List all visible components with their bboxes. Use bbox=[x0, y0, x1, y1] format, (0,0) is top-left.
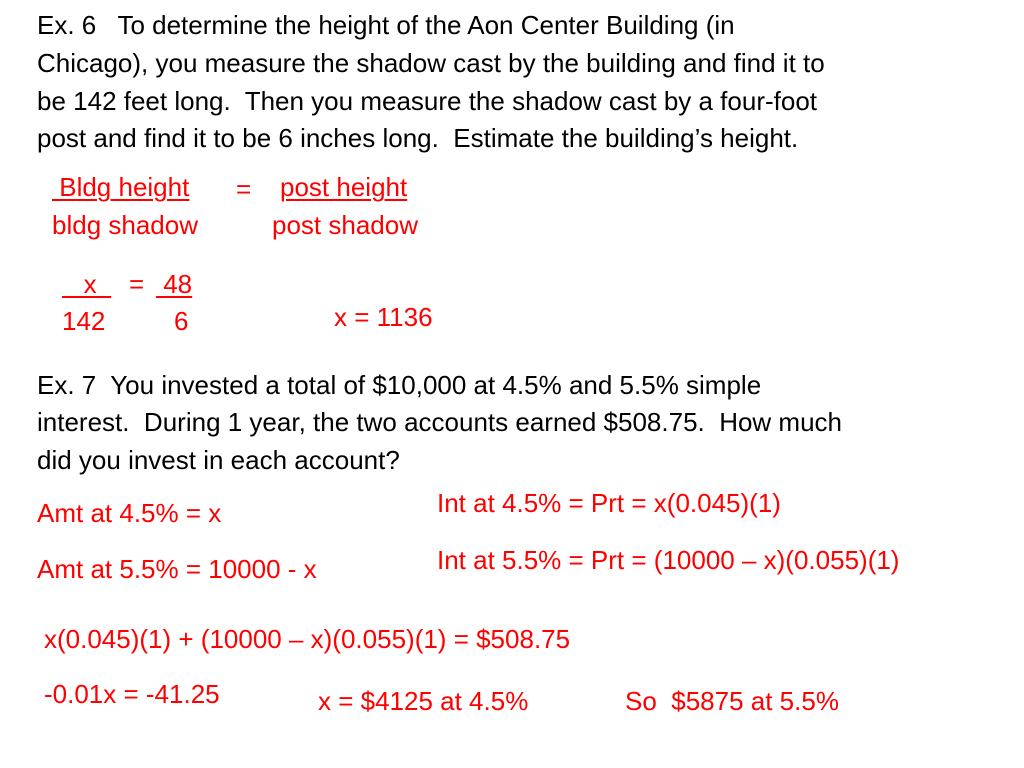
ex7-simplified: -0.01x = -41.25 bbox=[44, 679, 220, 709]
ex7-problem-line-2: interest. During 1 year, the two accounts earned $508.75. How much bbox=[37, 407, 843, 437]
ex7-problem-line-1: Ex. 7 You invested a total of $10,000 at 4.5% and 5.5% simple bbox=[37, 370, 762, 400]
ex7-amount-45: Amt at 4.5% = x bbox=[37, 498, 222, 528]
ex6-problem-line-4: post and find it to be 6 inches long. Estimate the building’s height. bbox=[37, 123, 799, 153]
ex6-proportion-left-numerator: Bldg height bbox=[52, 172, 190, 202]
ex6-substitution-left-numerator: x bbox=[62, 269, 112, 299]
ex6-problem-line-2: Chicago), you measure the shadow cast by the building and find it to bbox=[37, 48, 825, 78]
ex6-proportion-right-denominator: post shadow bbox=[272, 210, 418, 240]
ex6-substitution-equals: = bbox=[129, 269, 145, 299]
ex7-amount-55: Amt at 5.5% = 10000 - x bbox=[37, 554, 317, 584]
ex7-equation: x(0.045)(1) + (10000 – x)(0.055)(1) = $508.75 bbox=[44, 624, 571, 654]
ex6-substitution-left-denominator: 142 bbox=[62, 306, 106, 336]
ex6-proportion-right-numerator: post height bbox=[280, 172, 408, 202]
ex7-interest-45: Int at 4.5% = Prt = x(0.045)(1) bbox=[437, 488, 781, 518]
ex7-conclusion: So $5875 at 5.5% bbox=[625, 686, 839, 716]
ex6-proportion-left-denominator: bldg shadow bbox=[52, 210, 198, 240]
ex6-answer: x = 1136 bbox=[334, 302, 433, 332]
ex6-substitution-right-numerator: 48 bbox=[156, 269, 193, 299]
ex6-problem-line-3: be 142 feet long. Then you measure the shadow cast by a four-foot bbox=[37, 86, 818, 116]
ex6-proportion-equals: = bbox=[236, 174, 252, 204]
ex7-interest-55: Int at 5.5% = Prt = (10000 – x)(0.055)(1) bbox=[437, 545, 900, 575]
ex6-problem-line-1: Ex. 6 To determine the height of the Aon Center Building (in bbox=[37, 10, 735, 40]
ex7-problem-line-3: did you invest in each account? bbox=[37, 445, 400, 475]
ex7-solution: x = $4125 at 4.5% bbox=[318, 686, 529, 716]
ex6-substitution-right-denominator: 6 bbox=[174, 306, 189, 336]
